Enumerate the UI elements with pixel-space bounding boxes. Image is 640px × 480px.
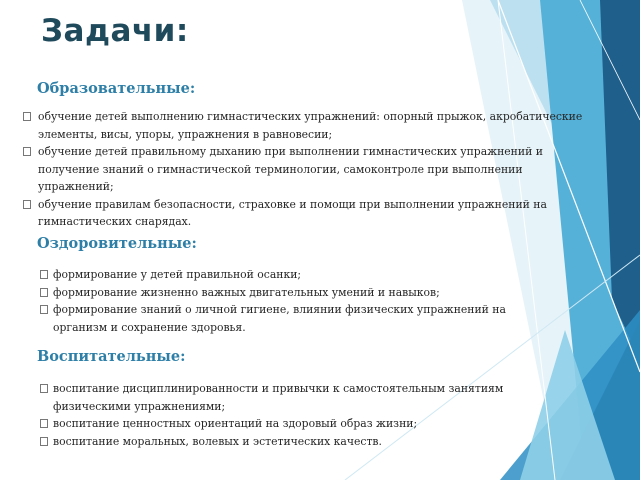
list-item-text: воспитание ценностных ориентаций на здоровый образ жизни; xyxy=(53,417,418,430)
empty-square-bullet-icon xyxy=(40,288,48,297)
list-item xyxy=(40,301,530,336)
list-item xyxy=(40,284,530,302)
empty-square-bullet-icon xyxy=(23,147,31,156)
list-item-text: формирование жизненно важных двигательных умений и навыков; xyxy=(53,285,440,299)
section-heading-health: Оздоровительные: xyxy=(37,235,197,252)
list-item-text: обучение правилам безопасности, страховке и помощи при выполнении упражнений на гимнастических снарядах. xyxy=(38,197,547,228)
upbringing-tasks-list xyxy=(40,380,530,450)
health-tasks-list xyxy=(40,266,530,336)
list-item xyxy=(23,108,583,143)
empty-square-bullet-icon xyxy=(23,112,31,121)
empty-square-bullet-icon xyxy=(40,384,48,393)
list-item xyxy=(40,415,530,433)
list-item-text: воспитание моральных, волевых и эстетических качеств. xyxy=(53,434,382,448)
list-item xyxy=(40,380,530,415)
section-heading-upbringing: Воспитательные: xyxy=(37,348,186,365)
section-heading-educational: Образовательные: xyxy=(37,80,196,97)
slide-title: Задачи: xyxy=(41,13,189,49)
list-item-text: формирование знаний о личной гигиене, влиянии физических упражнений на организм и сохранение здоровья. xyxy=(53,303,506,334)
list-item xyxy=(23,196,583,231)
list-item-text: воспитание дисциплинированности и привычки к самостоятельным занятиям физическими упражнениями; xyxy=(53,382,504,413)
empty-square-bullet-icon xyxy=(40,419,48,428)
list-item-text: формирование у детей правильной осанки; xyxy=(53,268,302,281)
empty-square-bullet-icon xyxy=(40,270,48,279)
empty-square-bullet-icon xyxy=(23,200,31,209)
list-item xyxy=(23,143,583,196)
empty-square-bullet-icon xyxy=(40,305,48,314)
list-item xyxy=(40,266,530,284)
list-item-text: обучение детей выполнению гимнастических упражнений: опорный прыжок, акробатические элементы, висы, упоры, упражнения в равновесии; xyxy=(38,110,583,141)
list-item-text: обучение детей правильному дыханию при выполнении гимнастических упражнений и получение знаний о гимнастической терминологии, самоконтроле при выполнении упражнений; xyxy=(38,145,543,193)
list-item xyxy=(40,433,530,451)
educational-tasks-list xyxy=(23,108,583,231)
empty-square-bullet-icon xyxy=(40,437,48,446)
